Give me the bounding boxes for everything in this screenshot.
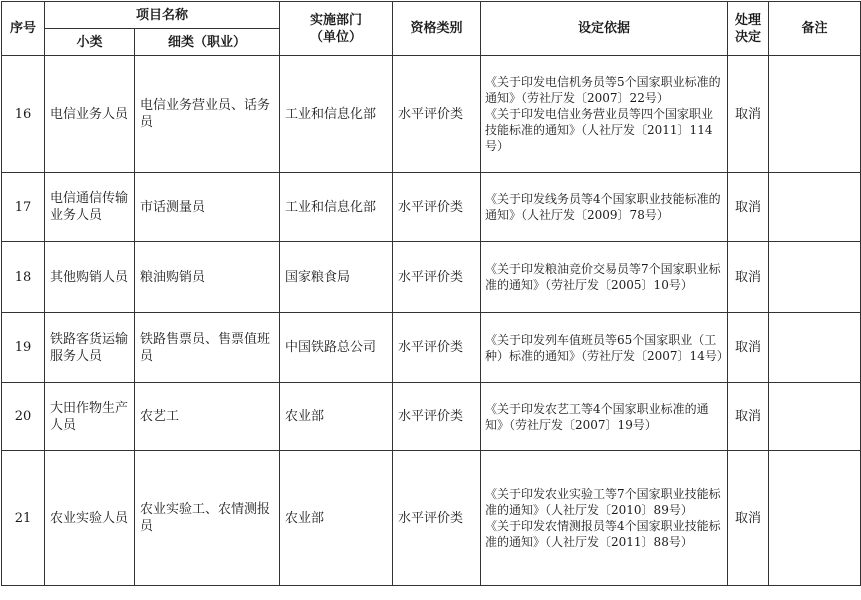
header-department-line2: （单位）	[310, 29, 363, 45]
cell-qualification-type: 水平评价类	[393, 242, 481, 313]
cell-sub-category: 铁路客货运输服务人员	[45, 313, 135, 383]
table-row	[2, 173, 861, 242]
table-row	[2, 451, 861, 586]
cell-decision: 取消	[728, 451, 769, 586]
cell-department: 中国铁路总公司	[280, 313, 393, 383]
cell-qualification-type: 水平评价类	[393, 173, 481, 242]
header-basis: 设定依据	[481, 2, 728, 56]
cell-basis	[481, 313, 728, 383]
basis-text: 《关于印发电信机务员等5个国家职业标准的通知》（劳社厅发〔2007〕22号）	[485, 75, 721, 105]
cell-department: 农业部	[280, 383, 393, 451]
cell-detail-category: 市话测量员	[135, 173, 280, 242]
cell-basis	[481, 242, 728, 313]
cell-basis	[481, 56, 728, 173]
basis-text: 《关于印发粮油竞价交易员等7个国家职业标准的通知》（劳社厅发〔2005〕10号）	[485, 262, 721, 292]
header-decision-line2: 决定	[735, 29, 762, 45]
cell-detail-category: 农艺工	[135, 383, 280, 451]
cell-detail-category: 电信业务营业员、话务员	[135, 56, 280, 173]
header-qualification-type: 资格类别	[393, 2, 481, 56]
header-decision	[728, 2, 769, 56]
basis-text: 《关于印发农情测报员等4个国家职业技能标准的通知》（人社厅发〔2011〕88号）	[485, 519, 721, 549]
table-row	[2, 56, 861, 173]
header-department	[280, 2, 393, 56]
header-project-name: 项目名称	[45, 2, 280, 29]
cell-sub-category: 电信业务人员	[45, 56, 135, 173]
cell-remarks	[769, 56, 861, 173]
cell-seq: 17	[2, 173, 45, 242]
cell-department: 工业和信息化部	[280, 173, 393, 242]
cell-seq: 19	[2, 313, 45, 383]
cell-remarks	[769, 383, 861, 451]
table-row	[2, 242, 861, 313]
cell-decision: 取消	[728, 242, 769, 313]
header-detail-category: 细类（职业）	[135, 29, 280, 56]
header-department-line1: 实施部门	[310, 12, 363, 28]
basis-text: 《关于印发列车值班员等65个国家职业（工种）标准的通知》（劳社厅发〔2007〕14号）	[485, 332, 729, 363]
cell-sub-category: 其他购销人员	[45, 242, 135, 313]
cell-remarks	[769, 173, 861, 242]
qualification-table	[1, 1, 861, 586]
cell-seq: 20	[2, 383, 45, 451]
cell-detail-category: 粮油购销员	[135, 242, 280, 313]
header-row-1	[2, 2, 861, 29]
cell-basis	[481, 451, 728, 586]
header-decision-line1: 处理	[735, 12, 762, 28]
cell-decision: 取消	[728, 173, 769, 242]
cell-basis	[481, 173, 728, 242]
cell-department: 农业部	[280, 451, 393, 586]
cell-detail-category: 铁路售票员、售票值班员	[135, 313, 280, 383]
cell-sub-category: 农业实验人员	[45, 451, 135, 586]
cell-remarks	[769, 451, 861, 586]
cell-qualification-type: 水平评价类	[393, 451, 481, 586]
cell-basis	[481, 383, 728, 451]
basis-text: 《关于印发农艺工等4个国家职业标准的通知》（劳社厅发〔2007〕19号）	[485, 401, 709, 432]
table-row	[2, 383, 861, 451]
cell-department: 国家粮食局	[280, 242, 393, 313]
cell-remarks	[769, 313, 861, 383]
basis-text: 《关于印发农业实验工等7个国家职业技能标准的通知》（人社厅发〔2010〕89号）	[485, 487, 721, 517]
cell-decision: 取消	[728, 56, 769, 173]
cell-seq: 18	[2, 242, 45, 313]
cell-seq: 16	[2, 56, 45, 173]
header-seq: 序号	[2, 2, 45, 56]
cell-sub-category: 大田作物生产人员	[45, 383, 135, 451]
cell-qualification-type: 水平评价类	[393, 56, 481, 173]
cell-seq: 21	[2, 451, 45, 586]
cell-remarks	[769, 242, 861, 313]
basis-text: 《关于印发电信业务营业员等四个国家职业技能标准的通知》（人社厅发〔2011〕114号）	[485, 107, 714, 153]
cell-qualification-type: 水平评价类	[393, 313, 481, 383]
cell-decision: 取消	[728, 313, 769, 383]
table-row	[2, 313, 861, 383]
header-sub-category: 小类	[45, 29, 135, 56]
basis-text: 《关于印发线务员等4个国家职业技能标准的通知》（人社厅发〔2009〕78号）	[485, 192, 721, 222]
cell-decision: 取消	[728, 383, 769, 451]
cell-detail-category: 农业实验工、农情测报员	[135, 451, 280, 586]
cell-sub-category: 电信通信传输业务人员	[45, 173, 135, 242]
header-remarks: 备注	[769, 2, 861, 56]
cell-department: 工业和信息化部	[280, 56, 393, 173]
cell-qualification-type: 水平评价类	[393, 383, 481, 451]
